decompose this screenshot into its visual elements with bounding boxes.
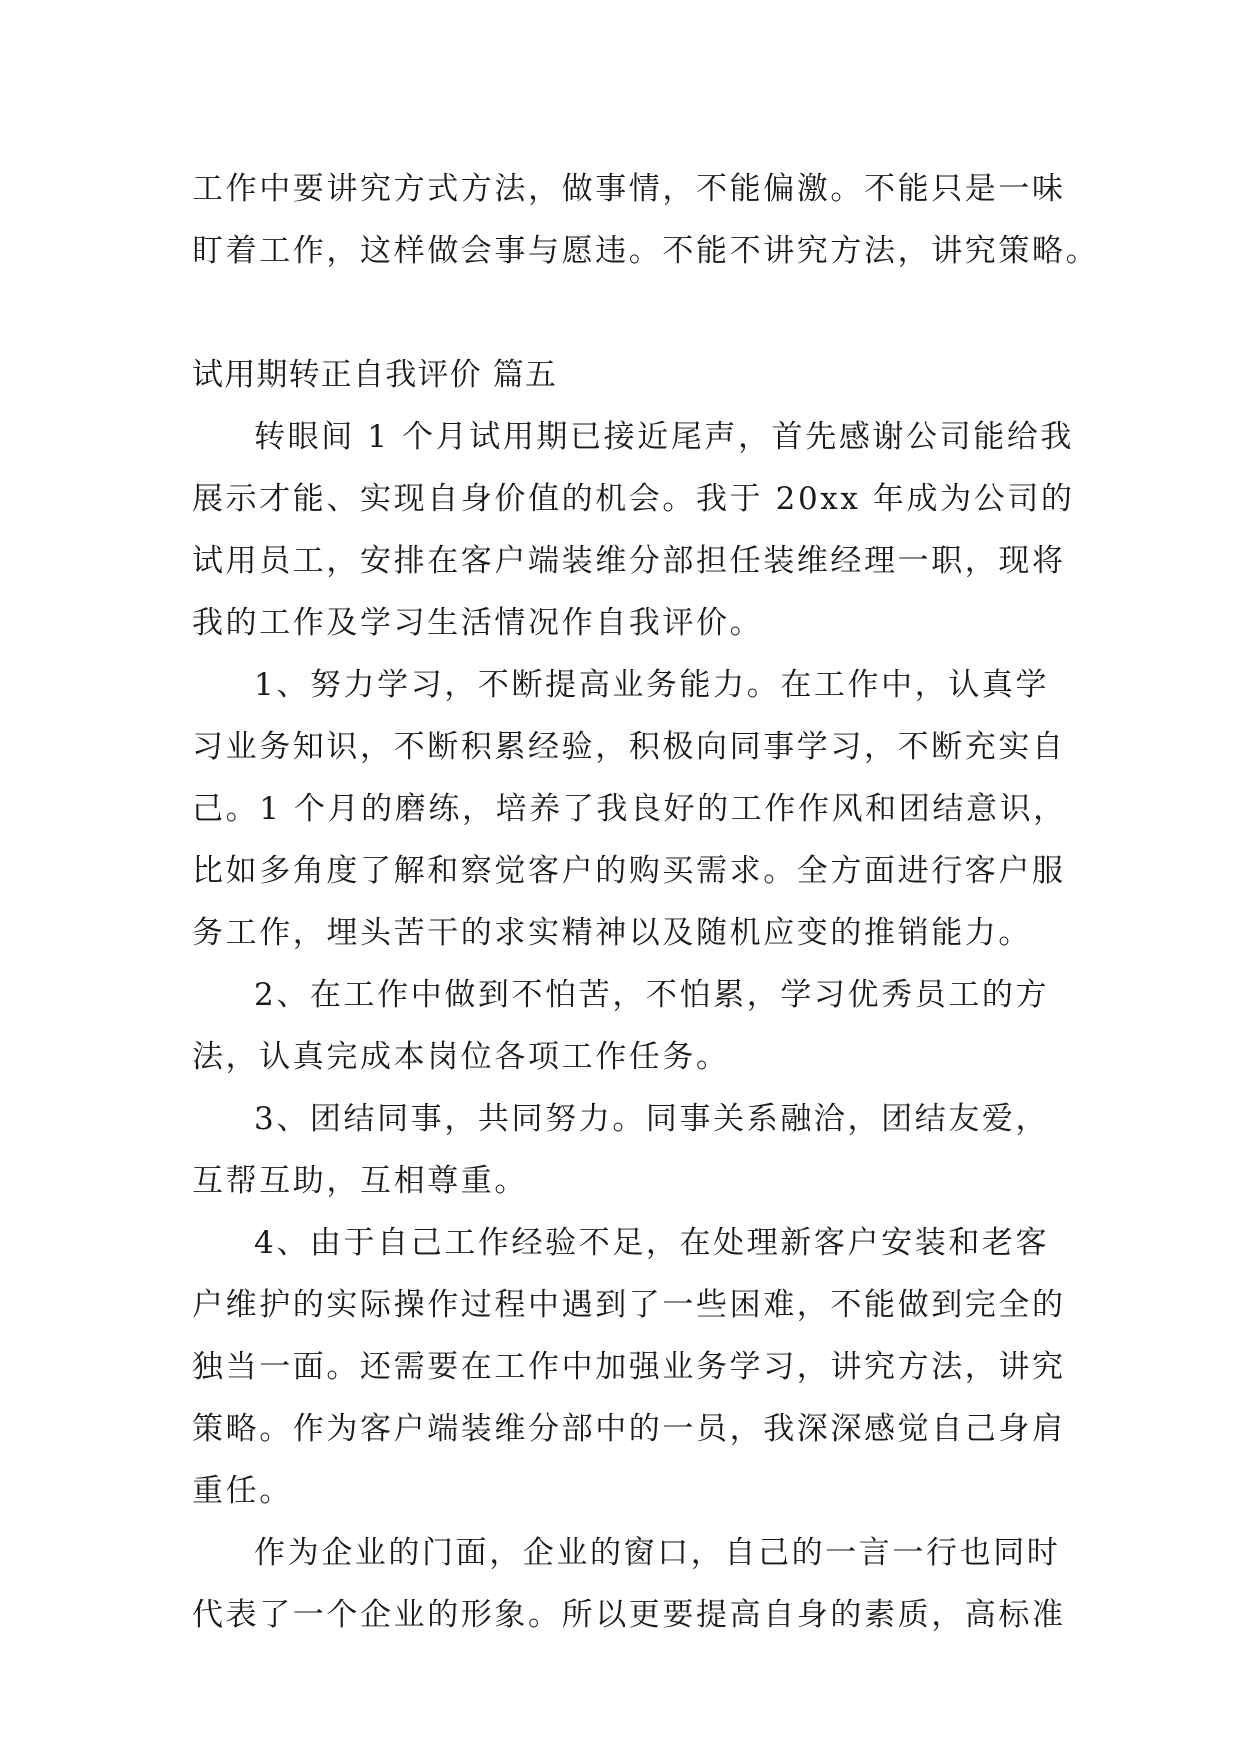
paragraph-line: 法，认真完成本岗位各项工作任务。 bbox=[192, 1039, 730, 1075]
section-heading: 试用期转正自我评价 篇五 bbox=[192, 357, 558, 393]
paragraph-4 bbox=[192, 1088, 1058, 1212]
paragraph-2 bbox=[192, 654, 1067, 964]
paragraph-line: 独当一面。还需要在工作中加强业务学习，讲究方法，讲究 bbox=[192, 1349, 1066, 1385]
paragraph-line: 3、团结同事，共同努力。同事关系融洽，团结友爱， bbox=[254, 1101, 1050, 1137]
intro-line: 工作中要讲究方式方法，做事情，不能偏激。不能只是一味 bbox=[192, 171, 1066, 207]
spacer bbox=[192, 282, 1058, 344]
paragraph-line: 试用员工，安排在客户端装维分部担任装维经理一职，现将 bbox=[192, 543, 1066, 579]
paragraph-line: 我的工作及学习生活情况作自我评价。 bbox=[192, 605, 764, 641]
paragraph-line: 2、在工作中做到不怕苦，不怕累，学习优秀员工的方 bbox=[254, 977, 1050, 1013]
paragraph-line: 习业务知识，不断积累经验，积极向同事学习，不断充实自 bbox=[192, 729, 1066, 765]
paragraph-line: 互帮互助，互相尊重。 bbox=[192, 1163, 528, 1199]
paragraph-line: 己。1 个月的磨练，培养了我良好的工作作风和团结意识， bbox=[192, 791, 1067, 827]
intro-line: 盯着工作，这样做会事与愿违。不能不讲究方法，讲究策略。 bbox=[192, 233, 1100, 269]
paragraph-6 bbox=[192, 1522, 1066, 1646]
paragraph-line: 作为企业的门面，企业的窗口，自己的一言一行也同时 bbox=[254, 1535, 1061, 1571]
paragraph-line: 重任。 bbox=[192, 1473, 293, 1509]
paragraph-line: 4、由于自己工作经验不足，在处理新客户安装和老客 bbox=[254, 1225, 1050, 1261]
paragraph-line: 1、努力学习，不断提高业务能力。在工作中，认真学 bbox=[254, 667, 1050, 703]
paragraph-3 bbox=[192, 964, 1058, 1088]
paragraph-line: 策略。作为客户端装维分部中的一员，我深深感觉自己身肩 bbox=[192, 1411, 1066, 1447]
paragraph-1 bbox=[192, 406, 1075, 654]
paragraph-line: 转眼间 1 个月试用期已接近尾声，首先感谢公司能给我 bbox=[254, 419, 1075, 455]
paragraph-line: 户维护的实际操作过程中遇到了一些困难，不能做到完全的 bbox=[192, 1287, 1066, 1323]
paragraph-line: 代表了一个企业的形象。所以更要提高自身的素质，高标准 bbox=[192, 1597, 1066, 1633]
document-body bbox=[192, 158, 1100, 1646]
paragraph-5 bbox=[192, 1212, 1066, 1522]
paragraph-line: 务工作，埋头苦干的求实精神以及随机应变的推销能力。 bbox=[192, 915, 1032, 951]
paragraph-line: 展示才能、实现自身价值的机会。我于 20xx 年成为公司的 bbox=[192, 481, 1075, 517]
paragraph-line: 比如多角度了解和察觉客户的购买需求。全方面进行客户服 bbox=[192, 853, 1066, 889]
